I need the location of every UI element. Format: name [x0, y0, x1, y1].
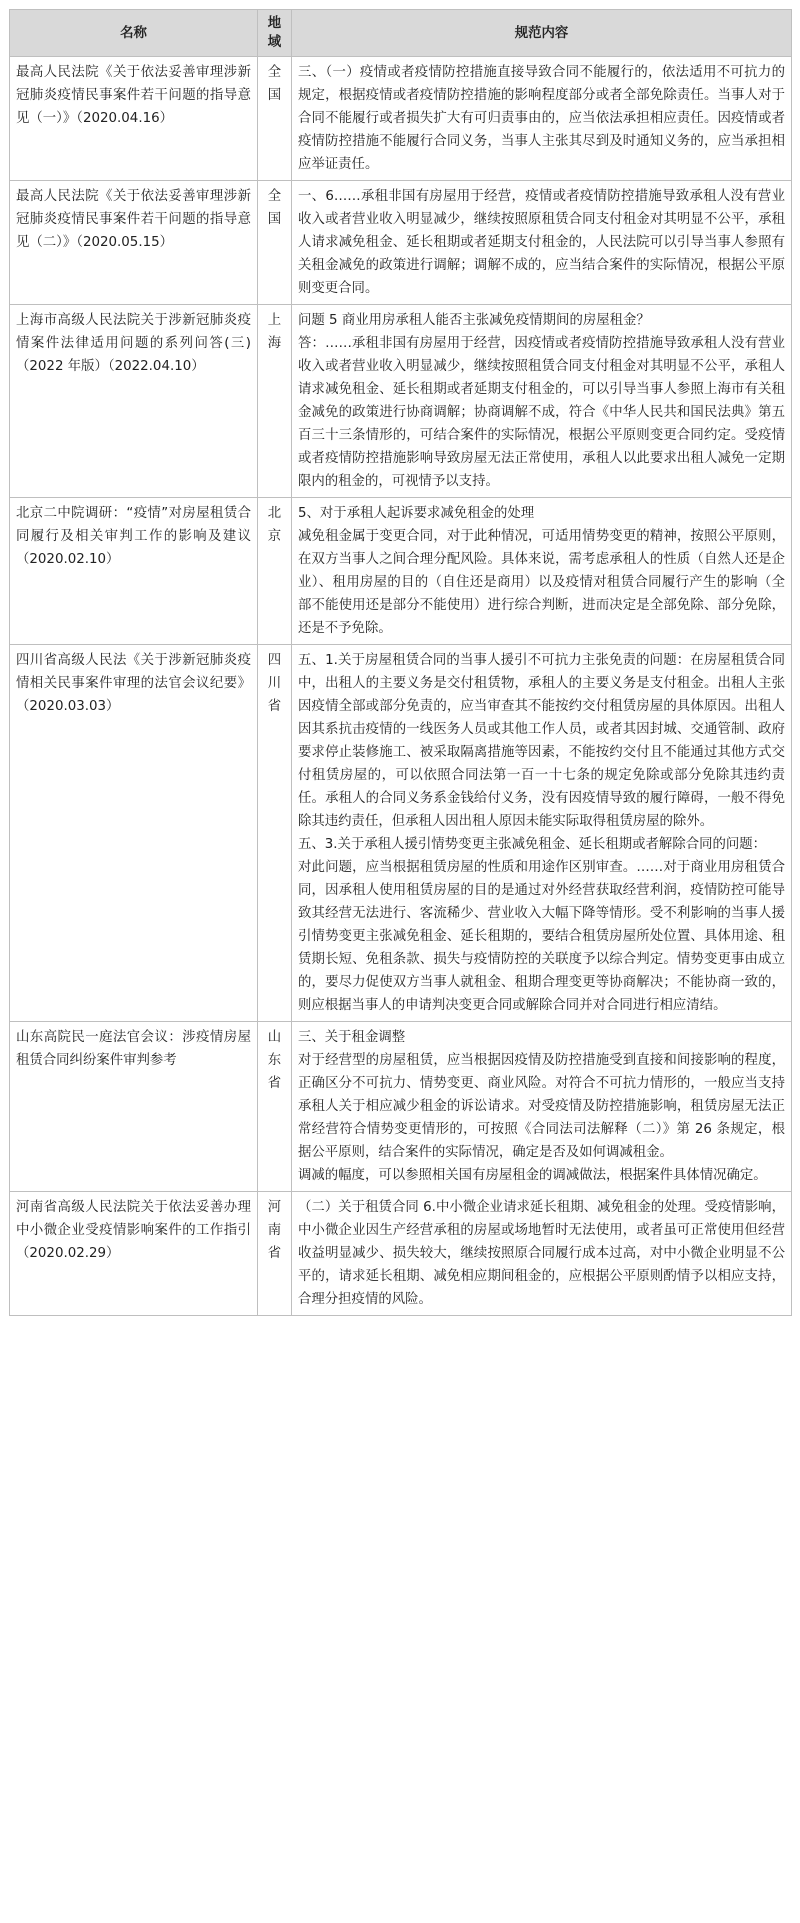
- content-paragraph: 调减的幅度，可以参照相关国有房屋租金的调减做法，根据案件具体情况确定。: [298, 1168, 767, 1183]
- row-region: 四川省: [258, 645, 292, 1022]
- header-region: [258, 10, 292, 57]
- row-region: 河南省: [258, 1192, 292, 1316]
- row-name: 四川省高级人民法《关于涉新冠肺炎疫情相关民事案件审理的法官会议纪要》（2020.03.03）: [10, 645, 258, 1022]
- row-name: 北京二中院调研：“疫情”对房屋租赁合同履行及相关审判工作的影响及建议（2020.02.10）: [10, 498, 258, 645]
- row-name: 最高人民法院《关于依法妥善审理涉新冠肺炎疫情民事案件若干问题的指导意见（一）》（2020.04.16）: [10, 57, 258, 181]
- row-region: 北京: [258, 498, 292, 645]
- row-content: [292, 57, 792, 181]
- content-paragraph: 减免租金属于变更合同，对于此种情况，可适用情势变更的精神，按照公平原则，在双方当事人之间合理分配风险。具体来说，需考虑承租人的性质（自然人还是企业）、租用房屋的目的（自住还是商用）以及疫情对租赁合同履行产生的影响（全部不能使用还是部分不能使用）进行综合判断，进而决定是全部免除、部分免除，还是不予免除。: [298, 529, 785, 636]
- table-row: [10, 181, 792, 305]
- table-row: [10, 1192, 792, 1316]
- content-paragraph: 对于经营型的房屋租赁，应当根据因疫情及防控措施受到直接和间接影响的程度，正确区分不可抗力、情势变更、商业风险。对符合不可抗力情形的，一般应当支持承租人关于相应减少租金的诉讼请求。对受疫情及防控措施影响，租赁房屋无法正常经营符合情势变更情形的，可按照《合同法司法解释（二）》第 26 条规定，根据公平原则，结合案件的实际情况，确定是否及如何调减租金。: [298, 1053, 785, 1160]
- header-content: 规范内容: [292, 10, 792, 57]
- table-header-row: [10, 10, 792, 57]
- row-content: [292, 1192, 792, 1316]
- content-paragraph: 三、关于租金调整: [298, 1030, 406, 1045]
- row-content: [292, 181, 792, 305]
- row-name: 最高人民法院《关于依法妥善审理涉新冠肺炎疫情民事案件若干问题的指导意见（二）》（2020.05.15）: [10, 181, 258, 305]
- row-name: 山东高院民一庭法官会议：涉疫情房屋租赁合同纠纷案件审判参考: [10, 1022, 258, 1192]
- row-region: 全国: [258, 57, 292, 181]
- row-content: [292, 498, 792, 645]
- row-name: 上海市高级人民法院关于涉新冠肺炎疫情案件法律适用问题的系列问答(三)（2022 年版）（2022.04.10）: [10, 305, 258, 498]
- content-paragraph: （二）关于租赁合同 6.中小微企业请求延长租期、减免租金的处理。受疫情影响，中小微企业因生产经营承租的房屋或场地暂时无法使用，或者虽可正常使用但经营收益明显减少、损失较大，继续按照原合同履行成本过高，对中小微企业明显不公平的，请求延长租期、减免相应期间租金的，应根据公平原则酌情予以相应支持，合理分担疫情的风险。: [298, 1200, 785, 1307]
- header-region-text: 地域: [267, 16, 282, 50]
- table-row: [10, 305, 792, 498]
- table-row: [10, 498, 792, 645]
- regulation-table: [9, 9, 792, 1316]
- row-content: [292, 1022, 792, 1192]
- row-region: 上海: [258, 305, 292, 498]
- row-region: 山东省: [258, 1022, 292, 1192]
- row-name: 河南省高级人民法院关于依法妥善办理中小微企业受疫情影响案件的工作指引（2020.02.29）: [10, 1192, 258, 1316]
- header-name: 名称: [10, 10, 258, 57]
- content-paragraph: 答：……承租非国有房屋用于经营，因疫情或者疫情防控措施导致承租人没有营业收入或者营业收入明显减少，继续按照租赁合同支付租金对其明显不公平，承租人请求减免租金、延长租期或者延期支付租金的，可以引导当事人参照上海市有关租金减免的政策进行协商调解；协商调解不成，符合《中华人民共和国民法典》第五百三十三条情形的，可结合案件的实际情况，根据公平原则变更合同约定。受疫情或者疫情防控措施影响导致房屋无法正常使用，承租人以此要求出租人减免一定期限内的租金的，可视情予以支持。: [298, 336, 785, 489]
- content-paragraph: 5、对于承租人起诉要求减免租金的处理: [298, 506, 535, 521]
- content-paragraph: 五、3.关于承租人援引情势变更主张减免租金、延长租期或者解除合同的问题：: [298, 837, 767, 852]
- content-paragraph: 对此问题，应当根据租赁房屋的性质和用途作区别审查。……对于商业用房租赁合同，因承租人使用租赁房屋的目的是通过对外经营获取经营利润，疫情防控可能导致其经营无法进行、客流稀少、营业收入大幅下降等情形。受不利影响的当事人援引情势变更主张减免租金、延长租期的，要结合租赁房屋所处位置、具体用途、租赁期长短、免租条款、损失与疫情防控的关联度予以综合判定。情势变更事由成立的，要尽力促使双方当事人就租金、租期合理变更等协商解决；不能协商一致的，则应根据当事人的申请判决变更合同或解除合同并对合同进行相应清结。: [298, 860, 785, 1013]
- row-content: [292, 305, 792, 498]
- table-row: [10, 57, 792, 181]
- row-region: 全国: [258, 181, 292, 305]
- content-paragraph: 问题 5 商业用房承租人能否主张减免疫情期间的房屋租金？: [298, 313, 650, 328]
- row-content: [292, 645, 792, 1022]
- content-paragraph: 一、6……承租非国有房屋用于经营，疫情或者疫情防控措施导致承租人没有营业收入或者营业收入明显减少，继续按照原租赁合同支付租金对其明显不公平，承租人请求减免租金、延长租期或者延期支付租金的，人民法院可以引导当事人参照有关租金减免的政策进行调解；调解不成的，应当结合案件的实际情况，根据公平原则变更合同。: [298, 189, 785, 296]
- content-paragraph: 三、（一）疫情或者疫情防控措施直接导致合同不能履行的，依法适用不可抗力的规定，根据疫情或者疫情防控措施的影响程度部分或者全部免除责任。当事人对于合同不能履行或者损失扩大有可归责事由的，应当依法承担相应责任。因疫情或者疫情防控措施不能履行合同义务，当事人主张其尽到及时通知义务的，应当承担相应举证责任。: [298, 65, 785, 172]
- table-row: [10, 1022, 792, 1192]
- content-paragraph: 五、1.关于房屋租赁合同的当事人援引不可抗力主张免责的问题：在房屋租赁合同中，出租人的主要义务是交付租赁物，承租人的主要义务是支付租金。出租人主张因疫情全部或部分免责的，应当审查其不能按约交付租赁房屋的具体原因。出租人因其系抗击疫情的一线医务人员或其他工作人员，或者其因封城、交通管制、政府要求停止装修施工、被采取隔离措施等因素，不能按约交付且不能通过其他方式交付租赁房屋的，可以依照合同法第一百一十七条的规定免除或部分免除其违约责任。承租人的合同义务系金钱给付义务，没有因疫情导致的履行障碍，一般不得免除其违约责任，但承租人因出租人原因未能实际取得租赁房屋的除外。: [298, 653, 785, 829]
- table-row: [10, 645, 792, 1022]
